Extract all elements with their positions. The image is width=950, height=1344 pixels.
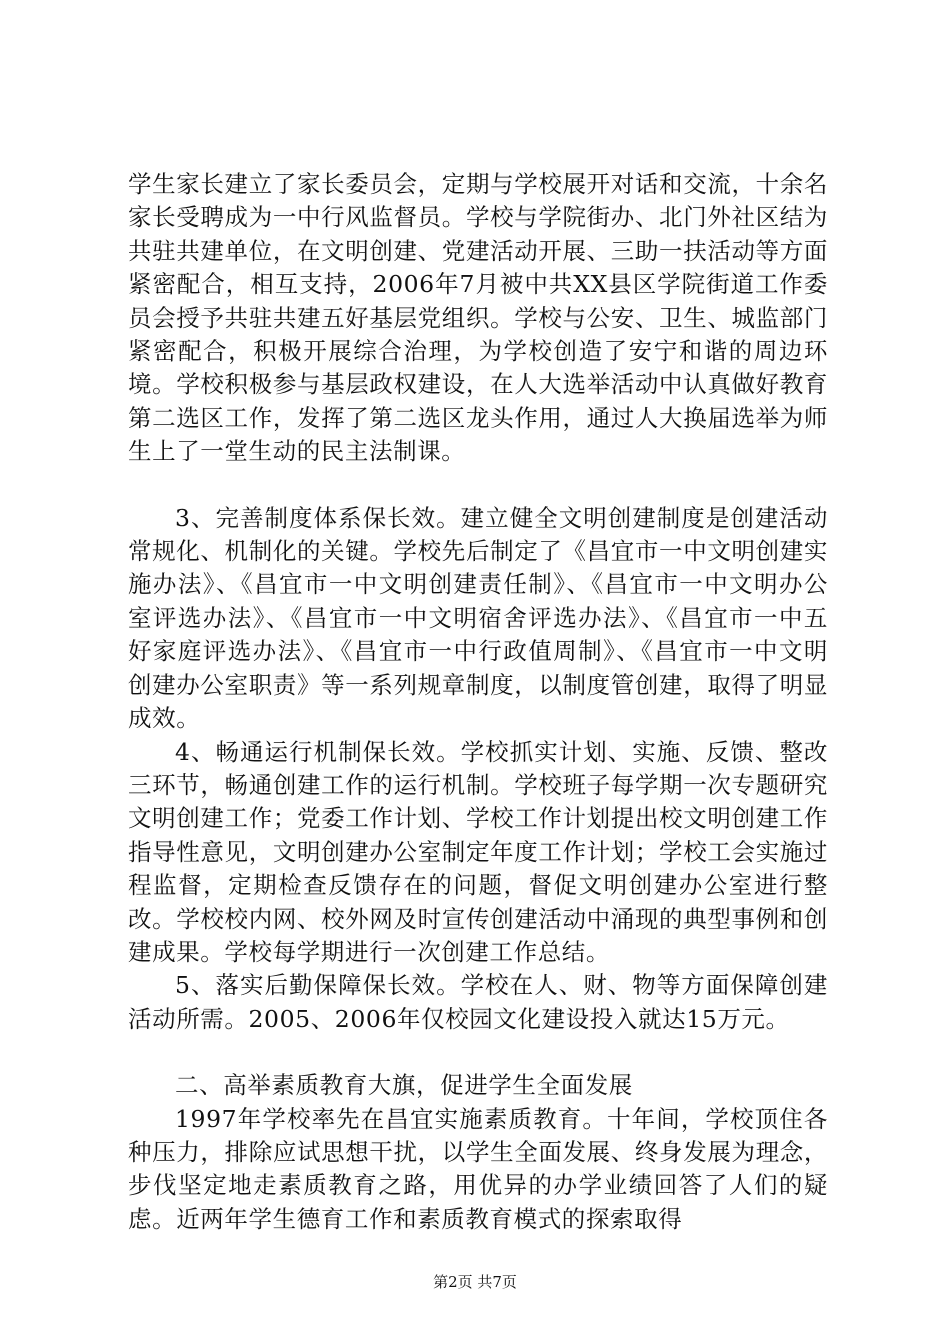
paragraph-community-cooperation: 学生家长建立了家长委员会，定期与学校展开对话和交流，十余名家长受聘成为一中行风监督员。学校与学院街办、北门外社区结为共驻共建单位，在文明创建、党建活动开展、三助一扶活动等方面紧密配合，相互支持，2006年7月被中共XX县区学院街道工作委员会授予共驻共建五好基层党组织。学校与公安、卫生、城监部门紧密配合，积极开展综合治理，为学校创造了安宁和谐的周边环境。学校积极参与基层政权建设，在人大选举活动中认真做好教育第二选区工作，发挥了第二选区龙头作用，通过人大换届选举为师生上了一堂生动的民主法制课。 <box>128 170 828 466</box>
document-body <box>128 168 828 1236</box>
paragraph-logistics-support: 5、落实后勤保障保长效。学校在人、财、物等方面保障创建活动所需。2005、2006年仅校园文化建设投入就达15万元。 <box>128 971 828 1033</box>
page-footer: 第2页 共7页 <box>433 1273 517 1291</box>
paragraph-gap <box>128 1036 828 1069</box>
section-heading-quality-education: 二、高举素质教育大旗，促进学生全面发展 <box>175 1071 633 1100</box>
paragraph-quality-education: 1997年学校率先在昌宜实施素质教育。十年间，学校顶住各种压力，排除应试思想干扰，以学生全面发展、终身发展为理念，步伐坚定地走素质教育之路，用优异的办学业绩回答了人们的疑虑。近两年学生德育工作和素质教育模式的探索取得 <box>128 1104 828 1233</box>
paragraph-system-rules: 3、完善制度体系保长效。建立健全文明创建制度是创建活动常规化、机制化的关键。学校先后制定了《昌宜市一中文明创建实施办法》、《昌宜市一中文明创建责任制》、《昌宜市一中文明办公室评选办法》、《昌宜市一中文明宿舍评选办法》、《昌宜市一中五好家庭评选办法》、《昌宜市一中行政值周制》、《昌宜市一中文明创建办公室职责》等一系列规章制度，以制度管创建，取得了明显成效。 <box>128 503 828 733</box>
paragraph-operating-mechanism: 4、畅通运行机制保长效。学校抓实计划、实施、反馈、整改三环节，畅通创建工作的运行机制。学校班子每学期一次专题研究文明创建工作；党委工作计划、学校工作计划提出校文明创建工作指导性意见，文明创建办公室制定年度工作计划；学校工会实施过程监督，定期检查反馈存在的问题，督促文明创建办公室进行整改。学校校内网、校外网及时宣传创建活动中涌现的典型事例和创建成果。学校每学期进行一次创建工作总结。 <box>128 737 828 966</box>
paragraph-gap <box>128 469 828 502</box>
